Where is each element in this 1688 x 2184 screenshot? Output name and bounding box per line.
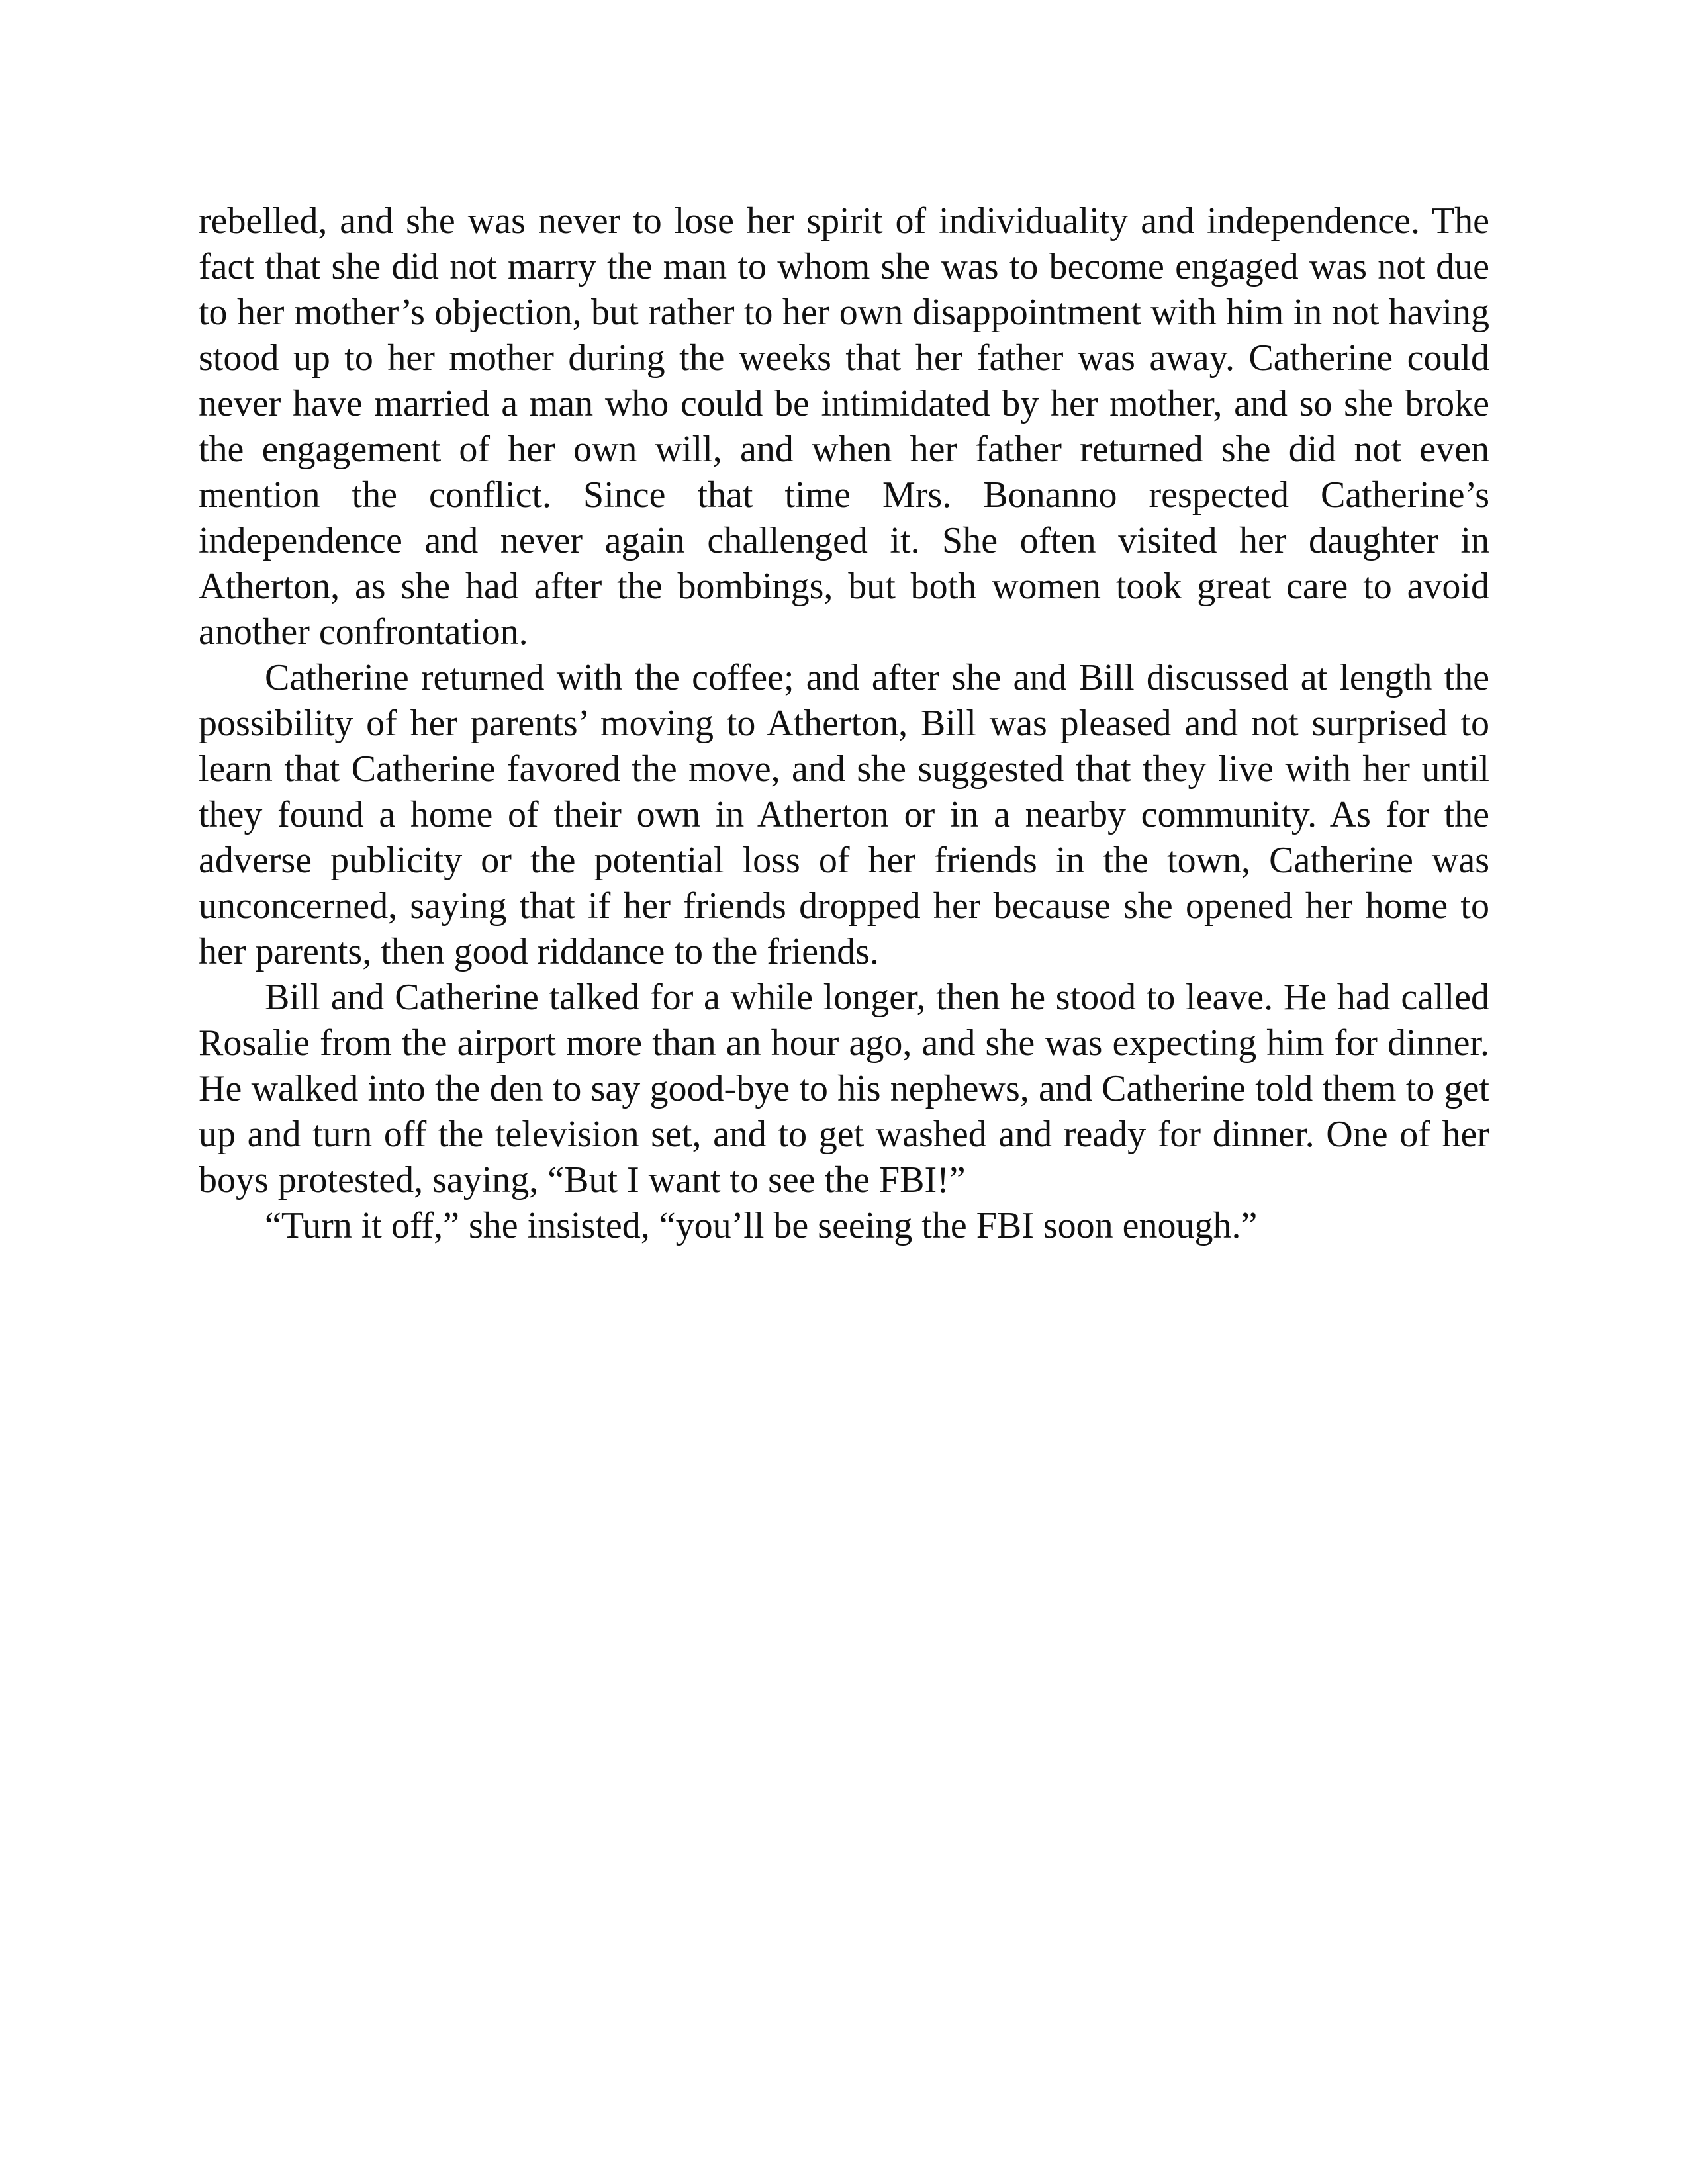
- paragraph: “Turn it off,” she insisted, “you’ll be seeing the FBI soon enough.”: [265, 1205, 1258, 1246]
- body-text: [199, 199, 1489, 1249]
- paragraph: Catherine returned with the coffee; and after she and Bill discussed at length the possibility of her parents’ moving to Atherton, Bill was pleased and not surprised to learn that Catherine favored the move, and she suggested that they live with her until they found a home of their own in Atherton or in a nearby community. As for the adverse publicity or the potential loss of her friends in the town, Catherine was unconcerned, saying that if her friends dropped her because she opened her home to her parents, then good riddance to the friends.: [199, 657, 1489, 972]
- paragraph: Bill and Catherine talked for a while longer, then he stood to leave. He had called Rosalie from the airport more than an hour ago, and she was expecting him for dinner. He walked into the den to say good-bye to his nephews, and Catherine told them to get up and turn off the television set, and to get washed and ready for dinner. One of her boys protested, saying, “But I want to see the FBI!”: [199, 977, 1489, 1201]
- paragraph: rebelled, and she was never to lose her spirit of individuality and independence. The fact that she did not marry the man to whom she was to become engaged was not due to her mother’s objection, but rather to her own disappointment with him in not having stood up to her mother during the weeks that her father was away. Catherine could never have married a man who could be intimidated by her mother, and so she broke the engagement of her own will, and when her father returned she did not even mention the conflict. Since that time Mrs. Bonanno respected Catherine’s independence and never again challenged it. She often visited her daughter in Atherton, as she had after the bombings, but both women took great care to avoid another confrontation.: [199, 201, 1489, 653]
